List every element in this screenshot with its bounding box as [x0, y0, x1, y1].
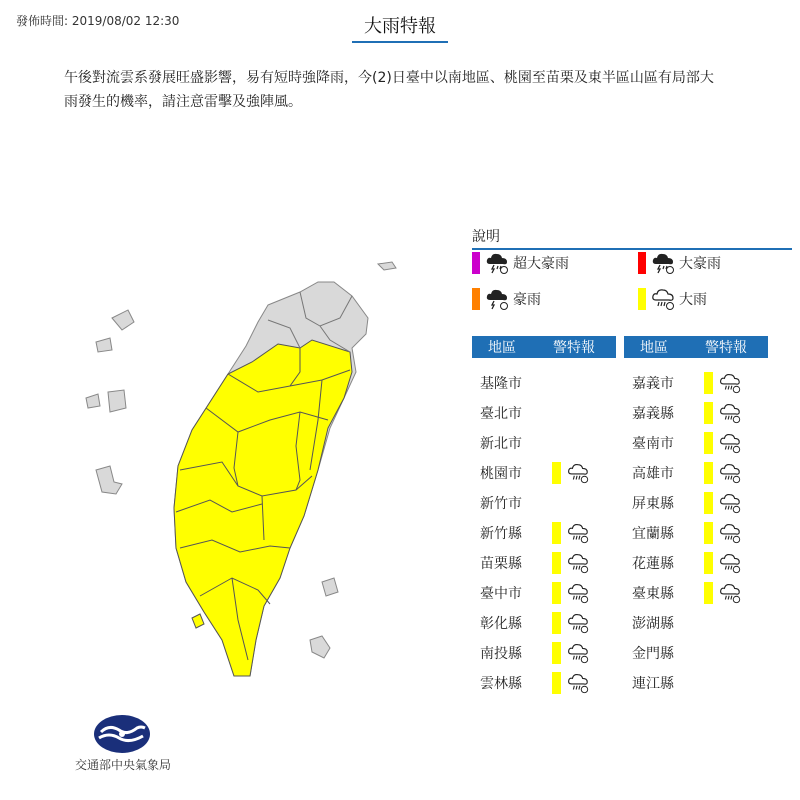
- region-name: 南投縣: [480, 646, 522, 662]
- warning-swatch: [704, 462, 713, 484]
- region-name: 臺中市: [480, 586, 522, 602]
- region-name: 彰化縣: [480, 616, 522, 632]
- region-name: 臺南市: [632, 436, 674, 452]
- heavy-rain-warning: [704, 521, 742, 545]
- thunder-rain-icon: [484, 286, 510, 312]
- penghu-islands: [86, 310, 134, 494]
- table-row: [472, 368, 540, 398]
- region-name: 澎湖縣: [632, 616, 674, 632]
- issue-time: 發佈時間: 2019/08/02 12:30: [16, 14, 180, 28]
- table-row: [624, 578, 742, 608]
- region-name: 花蓮縣: [632, 556, 674, 572]
- table-row: [472, 458, 590, 488]
- legend-item-heavy-rain: [638, 286, 707, 312]
- table-header-right: [624, 336, 768, 358]
- heavy-rain-warning: [552, 521, 590, 545]
- warning-swatch: [704, 582, 713, 604]
- region-name: 臺東縣: [632, 586, 674, 602]
- heavy-rain-warning: [552, 461, 590, 485]
- region-name: 新竹縣: [480, 526, 522, 542]
- table-row: [624, 428, 742, 458]
- legend-swatch: [472, 288, 480, 310]
- warning-swatch: [552, 522, 561, 544]
- legend-swatch: [638, 252, 646, 274]
- region-name: 嘉義市: [632, 376, 674, 392]
- heavy-rain-warning: [552, 551, 590, 575]
- warning-swatch: [552, 642, 561, 664]
- warning-swatch: [704, 372, 713, 394]
- region-name: 嘉義縣: [632, 406, 674, 422]
- warning-swatch: [552, 582, 561, 604]
- pengjia-islet: [378, 262, 396, 270]
- cwb-logo: [93, 714, 151, 754]
- table-row: [624, 518, 742, 548]
- table-row: [624, 638, 692, 668]
- column-header-warning: 警特報: [553, 340, 595, 356]
- agency-name: 交通部中央氣象局: [74, 758, 171, 772]
- rain-cloud-icon: [566, 641, 590, 665]
- legend-label: 大豪雨: [679, 256, 721, 272]
- region-name: 宜蘭縣: [632, 526, 674, 542]
- table-row: [624, 608, 692, 638]
- heavy-rain-warning: [552, 611, 590, 635]
- legend-label: 超大豪雨: [513, 256, 569, 272]
- table-row: [624, 368, 742, 398]
- region-name: 金門縣: [632, 646, 674, 662]
- legend-item-extreme-torrential: [472, 250, 569, 276]
- warning-swatch: [704, 402, 713, 424]
- orchid-island: [310, 636, 330, 658]
- table-row: [624, 548, 742, 578]
- warning-swatch: [552, 672, 561, 694]
- rain-cloud-icon: [718, 551, 742, 575]
- heavy-rain-warning: [552, 671, 590, 695]
- table-row: [624, 458, 742, 488]
- rain-cloud-icon: [566, 521, 590, 545]
- legend-item-extremely-heavy: [638, 250, 721, 276]
- table-row: [472, 428, 540, 458]
- rain-cloud-icon: [566, 461, 590, 485]
- heavy-rain-warning: [704, 491, 742, 515]
- column-header-warning: 警特報: [705, 340, 747, 356]
- heavy-rain-warning: [704, 461, 742, 485]
- rain-cloud-icon: [650, 286, 676, 312]
- legend-item-torrential: [472, 286, 541, 312]
- region-name: 基隆市: [480, 376, 522, 392]
- warning-swatch: [704, 492, 713, 514]
- table-row: [472, 638, 590, 668]
- region-name: 臺北市: [480, 406, 522, 422]
- warning-swatch: [704, 552, 713, 574]
- region-name: 苗栗縣: [480, 556, 522, 572]
- region-name: 屏東縣: [632, 496, 674, 512]
- heavy-rain-warning: [552, 581, 590, 605]
- rain-cloud-icon: [566, 671, 590, 695]
- table-row: [472, 578, 590, 608]
- table-row: [624, 398, 742, 428]
- rain-cloud-icon: [718, 371, 742, 395]
- legend-title: 說明: [472, 226, 792, 250]
- warning-swatch: [704, 432, 713, 454]
- column-header-region: 地區: [640, 340, 668, 356]
- region-name: 高雄市: [632, 466, 674, 482]
- table-row: [472, 668, 590, 698]
- warning-description: 午後對流雲系發展旺盛影響，易有短時強降雨，今(2)日臺中以南地區、桃園至苗栗及東半區山區有局部大雨發生的機率，請注意雷擊及強陣風。: [64, 70, 714, 110]
- table-row: [472, 608, 590, 638]
- warning-swatch: [552, 552, 561, 574]
- rain-cloud-icon: [718, 431, 742, 455]
- heavy-rain-warning: [704, 431, 742, 455]
- page-title: 大雨特報: [352, 12, 448, 43]
- table-row: [472, 548, 590, 578]
- region-name: 新北市: [480, 436, 522, 452]
- table-row: [472, 518, 590, 548]
- region-name: 新竹市: [480, 496, 522, 512]
- region-name: 桃園市: [480, 466, 522, 482]
- green-island: [322, 578, 338, 596]
- thunder-rain-icon: [650, 250, 676, 276]
- table-header-left: [472, 336, 616, 358]
- legend-swatch: [638, 288, 646, 310]
- heavy-rain-warning: [704, 551, 742, 575]
- rain-cloud-icon: [566, 551, 590, 575]
- rain-cloud-icon: [566, 611, 590, 635]
- rain-cloud-icon: [718, 491, 742, 515]
- warning-swatch: [552, 462, 561, 484]
- rain-cloud-icon: [566, 581, 590, 605]
- rain-cloud-icon: [718, 581, 742, 605]
- rain-cloud-icon: [718, 521, 742, 545]
- warning-swatch: [552, 612, 561, 634]
- table-row: [472, 488, 540, 518]
- warning-swatch: [704, 522, 713, 544]
- heavy-rain-warning: [552, 641, 590, 665]
- legend-label: 豪雨: [513, 292, 541, 308]
- table-row: [624, 488, 742, 518]
- table-row: [624, 668, 692, 698]
- thunder-rain-icon: [484, 250, 510, 276]
- region-name: 連江縣: [632, 676, 674, 692]
- table-row: [472, 398, 540, 428]
- heavy-rain-warning: [704, 581, 742, 605]
- legend-swatch: [472, 252, 480, 274]
- heavy-rain-warning: [704, 371, 742, 395]
- rain-cloud-icon: [718, 461, 742, 485]
- region-name: 雲林縣: [480, 676, 522, 692]
- legend-label: 大雨: [679, 292, 707, 308]
- rain-cloud-icon: [718, 401, 742, 425]
- heavy-rain-warning: [704, 401, 742, 425]
- xiaoliuqiu-island: [192, 614, 204, 628]
- column-header-region: 地區: [488, 340, 516, 356]
